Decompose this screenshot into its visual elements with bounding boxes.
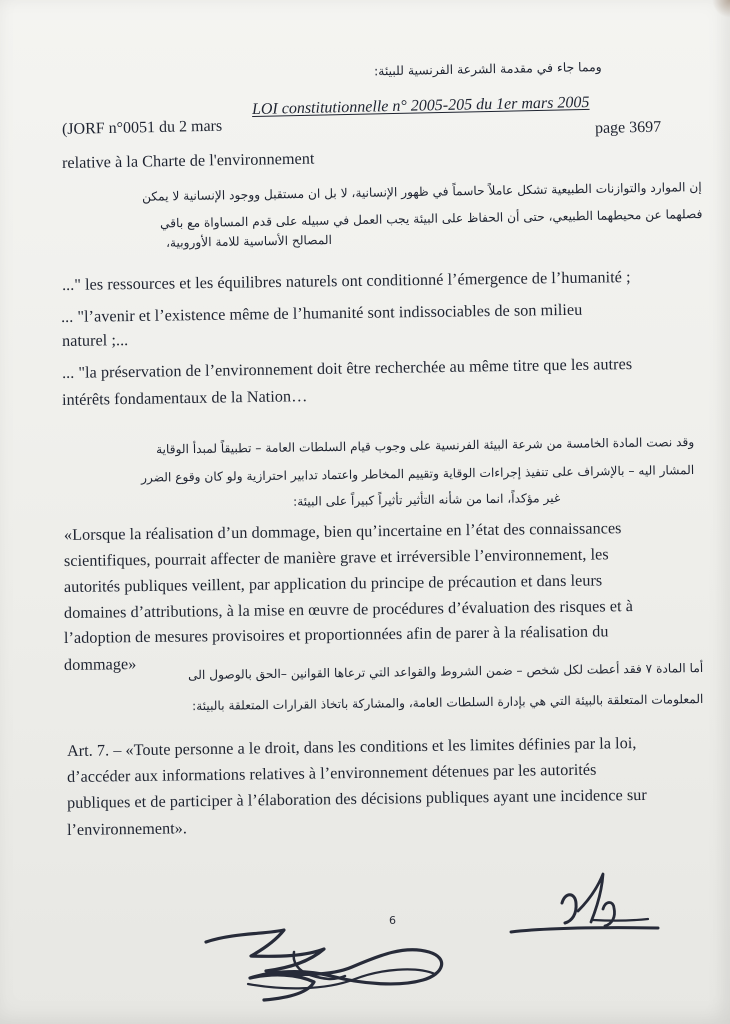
arabic-preamble-line-3: المصالح الأساسية للامة الأوروبية،: [165, 233, 333, 250]
article5-french-line-6: dommage»: [63, 655, 137, 674]
article7-french-line-1: Art. 7. – «Toute personne a le droit, dans les conditions et les limites définies par la loi,: [66, 734, 637, 760]
footer-page-number: 6: [389, 914, 396, 927]
article5-arabic-line-2: المشار اليه – بالإشراف على تنفيذ إجراءات الوقاية وتقييم المخاطر واعتماد تدابير احترازية ولو كان وقوع الضرر: [140, 463, 695, 485]
arabic-preamble-line-2: فصلهما عن محيطهما الطبيعي، حتى أن الحفاظ على البيئة يجب العمل في سبيله على قدم المساواة مع باقي: [159, 207, 703, 231]
quote-resources-line: ..." les ressources et les équilibres naturels ont conditionné l’émergence de l’humanité ;: [61, 268, 631, 294]
quote-preservation-line-1: ... "la préservation de l’environnement doit être recherchée au même titre que les autres: [61, 355, 633, 382]
left-signature: [180, 918, 460, 1013]
jorf-reference: (JORF n°0051 du 2 mars: [61, 117, 223, 138]
article5-french-line-5: l’adoption de mesures provisoires et proportionnées afin de parer à la réalisation du: [63, 622, 609, 647]
arabic-preamble-line-1: إن الموارد والتوازنات الطبيعية تشكل عاملاً حاسماً في ظهور الإنسانية، لا بل ان مستقبل ووجود الإنسانية لا يمكن: [142, 180, 703, 204]
article7-arabic-line-2: المعلومات المتعلقة بالبيئة التي هي بإدارة السلطات العامة، والمشاركة باتخاذ القرارات المتعلقة بالبيئة:: [191, 692, 704, 714]
page-corner-shadow: [712, 0, 730, 18]
article7-french-line-4: l’environnement».: [66, 819, 188, 839]
article7-french-line-2: d’accéder aux informations relatives à l’environnement détenues par les autorités: [66, 760, 597, 786]
right-signature: [504, 868, 684, 958]
journal-page-reference: page 3697: [594, 118, 662, 137]
quote-future-line-2: naturel ;...: [61, 331, 129, 350]
quote-preservation-line-2: intérêts fondamentaux de la Nation…: [61, 387, 308, 409]
intro-arabic-line: ومما جاء في مقدمة الشرعة الفرنسية للبيئة:: [374, 59, 603, 79]
law-title: LOI constitutionnelle n° 2005-205 du 1er mars 2005: [251, 93, 590, 118]
article5-french-line-2: scientifiques, pourrait affecter de manière grave et irréversible l’environnement, les: [63, 545, 609, 570]
article7-french-line-3: publiques et de participer à l’élaboration des décisions publiques ayant une incidence sur: [66, 785, 647, 812]
article7-arabic-line-1: أما المادة ٧ فقد أعطت لكل شخص – ضمن الشروط والقواعد التي ترعاها القوانين –الحق بالوصول الى: [187, 661, 704, 683]
charter-subtitle: relative à la Charte de l'environnement: [61, 149, 315, 172]
article5-arabic-line-1: وقد نصت المادة الخامسة من شرعة البيئة الفرنسية على وجوب قيام السلطات العامة – تطبيقاً لمبدأ الوقاية: [155, 435, 695, 457]
article5-arabic-line-3: غير مؤكداً، انما من شأنه التأثير تأثيراً كبيراً على البيئة:: [292, 491, 561, 509]
article5-french-line-3: autorités publiques veillent, par application du principe de précaution et dans leurs: [63, 571, 603, 596]
quote-future-line-1: ... "l’avenir et l’existence même de l’humanité sont indissociables de son milieu: [60, 300, 583, 326]
article5-french-line-1: «Lorsque la réalisation d’un dommage, bien qu’incertaine en l’état des connaissances: [63, 519, 622, 544]
article5-french-line-4: domaines d’attributions, à la mise en œuvre de procédures d’évaluation des risques et à: [63, 597, 633, 622]
